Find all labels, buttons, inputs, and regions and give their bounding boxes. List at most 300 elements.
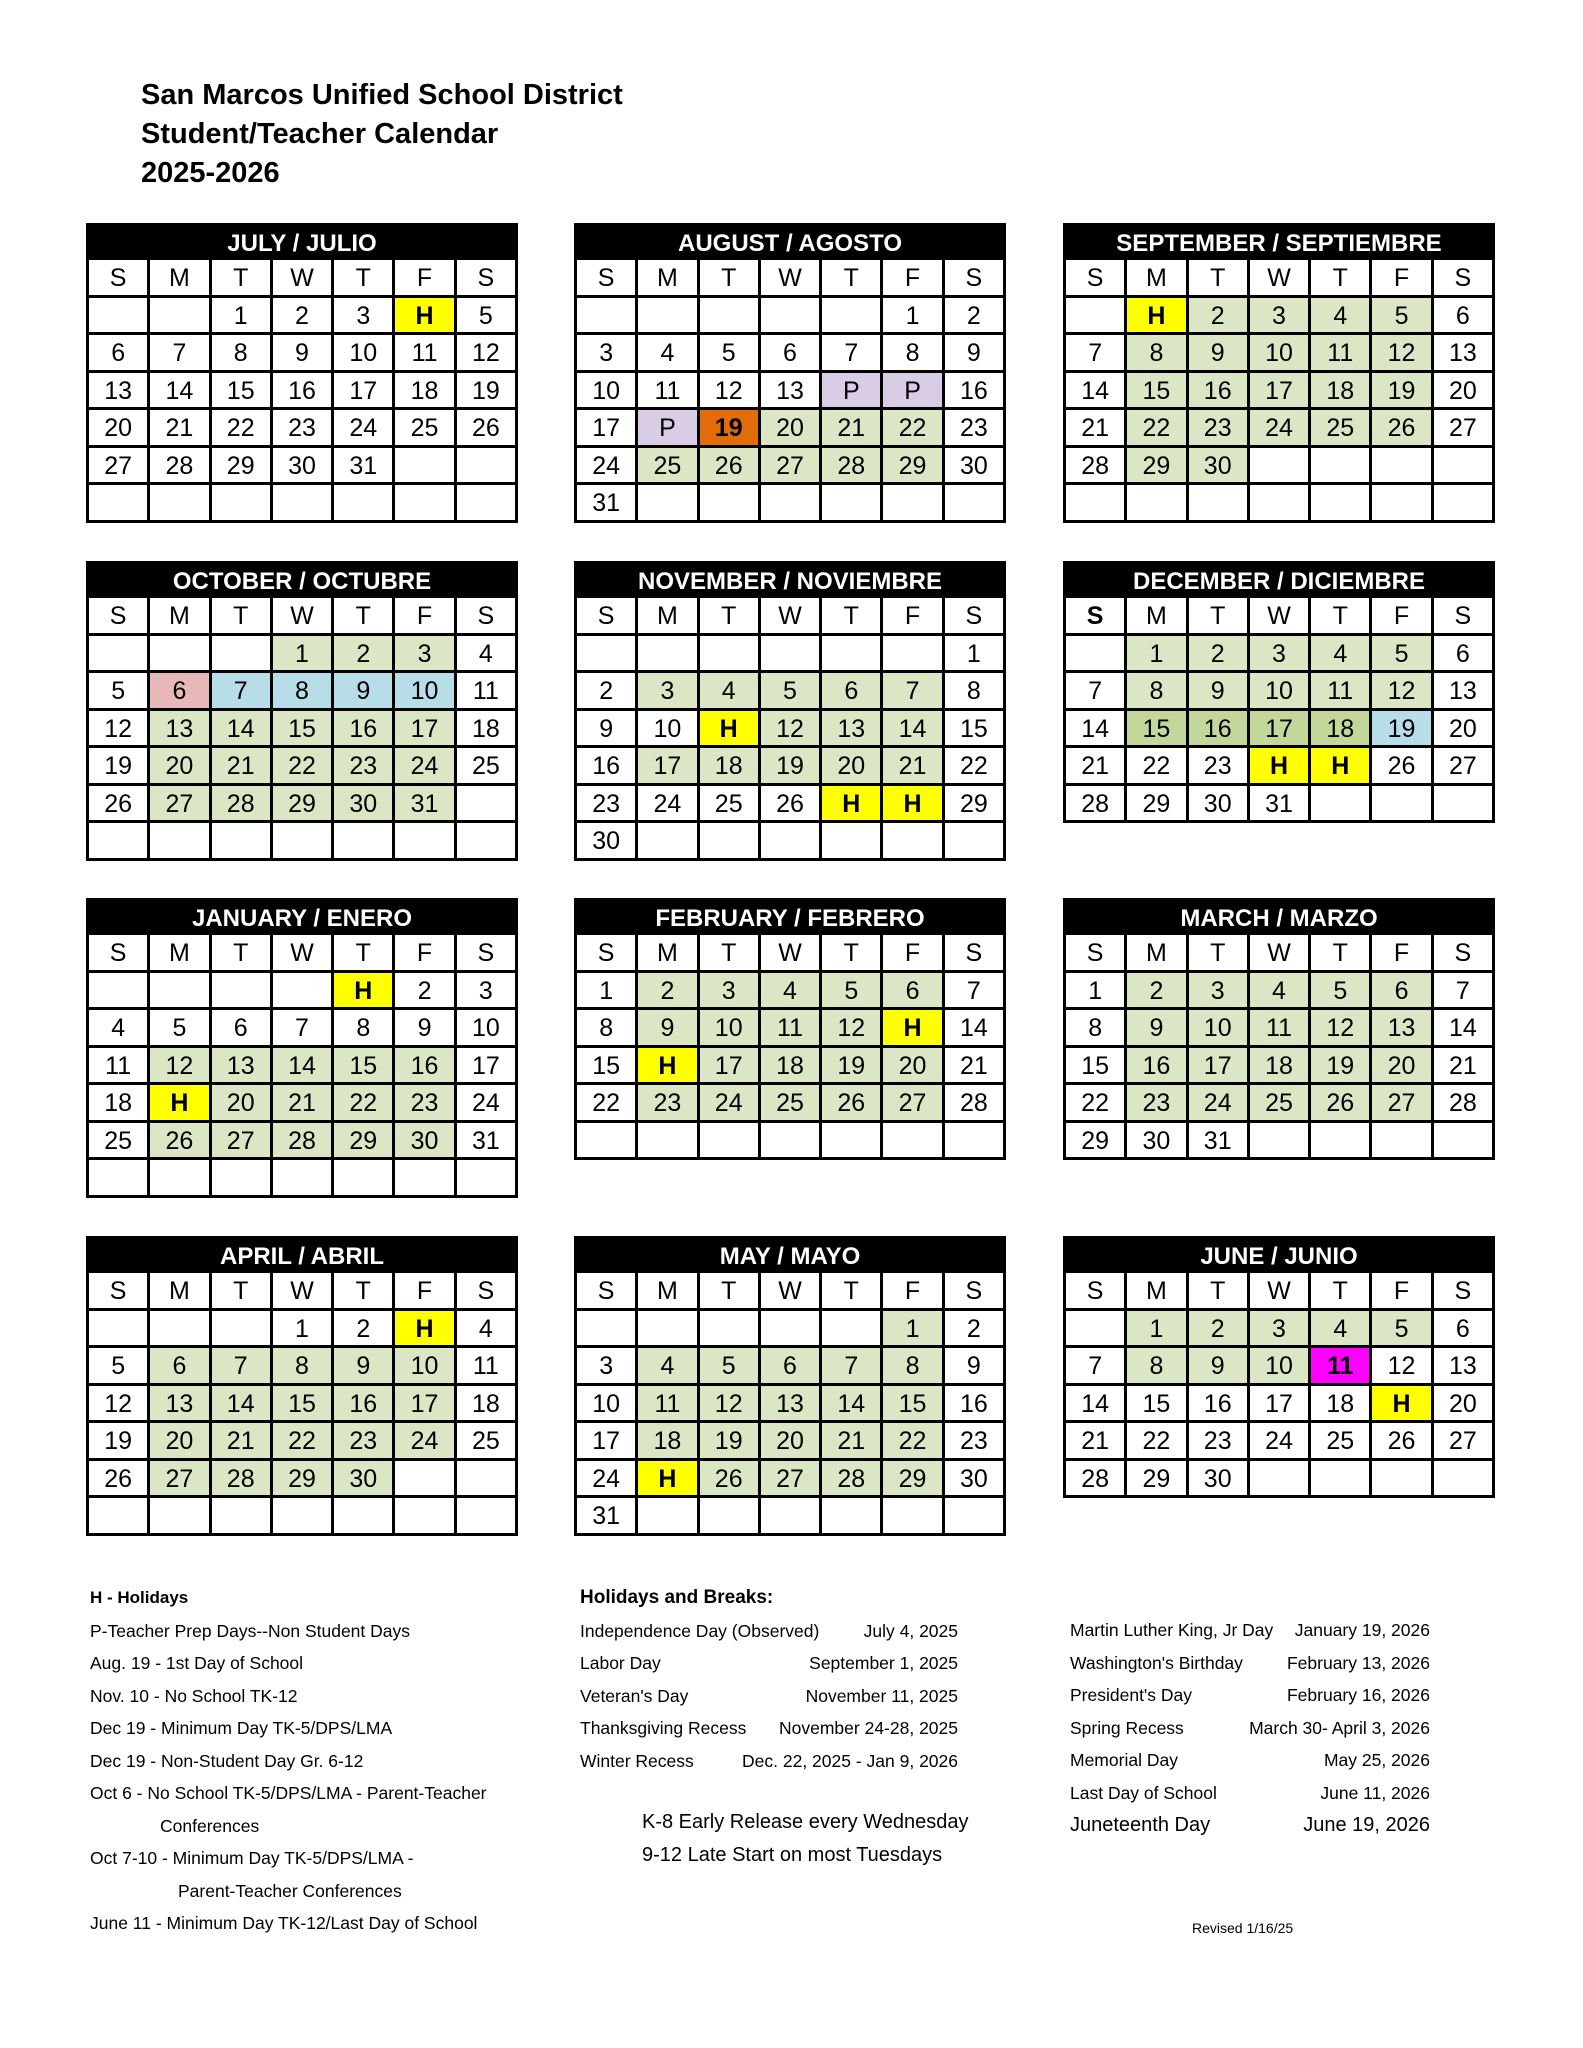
weekday-label: M: [150, 260, 208, 295]
day-cell: 10: [334, 335, 392, 370]
day-cell: 16: [395, 1048, 453, 1083]
day-cell: 17: [577, 410, 635, 445]
day-cell: 31: [395, 786, 453, 821]
day-cell: 10: [1250, 1348, 1308, 1383]
day-cell: 23: [1189, 1423, 1247, 1458]
day-cell: 28: [212, 786, 270, 821]
day-cell: 3: [1250, 1311, 1308, 1346]
day-cell: 13: [150, 711, 208, 746]
day-cell: 22: [577, 1085, 635, 1120]
empty-day-cell: [1189, 485, 1247, 520]
empty-day-cell: [89, 298, 147, 333]
empty-day-cell: [1434, 1461, 1492, 1496]
document-header: [141, 76, 623, 193]
day-cell: 21: [822, 410, 880, 445]
day-cell: 6: [822, 673, 880, 708]
day-cell: 23: [395, 1085, 453, 1120]
day-cell: 22: [883, 1423, 941, 1458]
day-cell: 13: [150, 1386, 208, 1421]
month-calendar: [574, 223, 1006, 523]
day-cell: 8: [273, 673, 331, 708]
empty-day-cell: [822, 636, 880, 671]
empty-day-cell: [1434, 1123, 1492, 1158]
day-cell: 20: [761, 410, 819, 445]
holiday-row: [580, 1745, 958, 1778]
holiday-row: [580, 1647, 958, 1680]
holiday-row: [1070, 1614, 1430, 1647]
day-cell: 28: [1066, 1461, 1124, 1496]
day-cell: 26: [761, 786, 819, 821]
day-cell: 4: [761, 973, 819, 1008]
day-cell: 17: [334, 373, 392, 408]
day-cell: 22: [1066, 1085, 1124, 1120]
empty-day-cell: [273, 823, 331, 858]
day-cell: 9: [1189, 1348, 1247, 1383]
weekday-label: F: [883, 598, 941, 633]
weekday-label: T: [334, 935, 392, 970]
weekday-label: S: [457, 260, 515, 295]
day-cell: 12: [700, 1386, 758, 1421]
day-cell: H: [1127, 298, 1185, 333]
empty-day-cell: [273, 1160, 331, 1195]
day-cell: 25: [700, 786, 758, 821]
day-cell: 14: [273, 1048, 331, 1083]
day-cell: 6: [89, 335, 147, 370]
weekday-label: T: [1311, 598, 1369, 633]
empty-day-cell: [395, 823, 453, 858]
day-cell: 16: [273, 373, 331, 408]
holiday-date: May 25, 2026: [1323, 1750, 1430, 1770]
day-cell: 14: [1066, 711, 1124, 746]
holidays-breaks-col2: [1070, 1614, 1430, 1842]
day-cell: 31: [457, 1123, 515, 1158]
weekday-label: S: [1066, 260, 1124, 295]
day-cell: 26: [89, 786, 147, 821]
day-cell: 11: [395, 335, 453, 370]
day-cell: 13: [761, 373, 819, 408]
day-cell: 27: [883, 1085, 941, 1120]
holiday-date: September 1, 2025: [809, 1653, 958, 1673]
day-cell: 3: [1189, 973, 1247, 1008]
empty-day-cell: [273, 485, 331, 520]
empty-day-cell: [212, 636, 270, 671]
weekday-label: M: [638, 935, 696, 970]
day-cell: 5: [700, 335, 758, 370]
day-cell: H: [638, 1048, 696, 1083]
day-cell: 26: [1372, 410, 1430, 445]
weekday-label: T: [700, 935, 758, 970]
day-grid: [89, 598, 515, 858]
day-cell: 23: [1127, 1085, 1185, 1120]
day-cell: 31: [334, 448, 392, 483]
empty-day-cell: [700, 485, 758, 520]
weekday-label: T: [822, 260, 880, 295]
empty-day-cell: [150, 1498, 208, 1533]
empty-day-cell: [457, 448, 515, 483]
day-cell: 20: [89, 410, 147, 445]
weekday-label: F: [1372, 1273, 1430, 1308]
day-grid: [1066, 935, 1492, 1157]
empty-day-cell: [883, 636, 941, 671]
day-cell: 28: [273, 1123, 331, 1158]
day-cell: 16: [334, 711, 392, 746]
day-cell: 9: [945, 335, 1003, 370]
day-cell: 2: [945, 1311, 1003, 1346]
day-cell: 4: [638, 1348, 696, 1383]
holidays-heading: Holidays and Breaks:: [580, 1587, 774, 1608]
day-cell: 10: [1250, 673, 1308, 708]
day-cell: 4: [1311, 636, 1369, 671]
weekday-label: S: [89, 935, 147, 970]
day-grid: [577, 1273, 1003, 1533]
day-cell: 18: [761, 1048, 819, 1083]
day-cell: 30: [945, 1461, 1003, 1496]
day-cell: 14: [1434, 1010, 1492, 1045]
day-cell: 14: [883, 711, 941, 746]
weekday-label: T: [212, 1273, 270, 1308]
day-cell: 22: [273, 1423, 331, 1458]
holiday-row: [580, 1680, 958, 1713]
day-cell: P: [822, 373, 880, 408]
weekday-label: S: [577, 935, 635, 970]
day-cell: 16: [1127, 1048, 1185, 1083]
day-cell: 8: [883, 335, 941, 370]
day-cell: 8: [1127, 335, 1185, 370]
day-cell: 6: [1434, 636, 1492, 671]
day-cell: 16: [577, 748, 635, 783]
day-cell: 26: [150, 1123, 208, 1158]
day-cell: 20: [1434, 711, 1492, 746]
day-cell: 5: [457, 298, 515, 333]
day-cell: 7: [150, 335, 208, 370]
calendar-key: [90, 1582, 550, 1940]
empty-day-cell: [150, 973, 208, 1008]
day-cell: 29: [883, 448, 941, 483]
empty-day-cell: [457, 485, 515, 520]
weekday-label: S: [1434, 1273, 1492, 1308]
day-cell: 27: [1372, 1085, 1430, 1120]
day-cell: 8: [334, 1010, 392, 1045]
empty-day-cell: [150, 1160, 208, 1195]
empty-day-cell: [577, 1123, 635, 1158]
day-cell: 3: [1250, 298, 1308, 333]
day-cell: 1: [1066, 973, 1124, 1008]
empty-day-cell: [334, 1498, 392, 1533]
holiday-date: January 19, 2026: [1294, 1620, 1430, 1640]
empty-day-cell: [395, 448, 453, 483]
month-calendar: [86, 898, 518, 1198]
day-cell: 5: [822, 973, 880, 1008]
day-cell: 17: [700, 1048, 758, 1083]
day-cell: 2: [334, 636, 392, 671]
day-cell: 18: [1250, 1048, 1308, 1083]
day-cell: 19: [700, 1423, 758, 1458]
empty-day-cell: [761, 298, 819, 333]
day-cell: 12: [822, 1010, 880, 1045]
day-cell: 9: [638, 1010, 696, 1045]
weekday-label: S: [945, 598, 1003, 633]
empty-day-cell: [761, 823, 819, 858]
day-cell: 29: [273, 786, 331, 821]
day-cell: 10: [577, 373, 635, 408]
day-cell: 8: [1066, 1010, 1124, 1045]
weekday-label: W: [1250, 935, 1308, 970]
day-cell: H: [883, 786, 941, 821]
day-cell: 24: [457, 1085, 515, 1120]
day-grid: [89, 935, 515, 1195]
weekday-label: T: [1189, 1273, 1247, 1308]
day-cell: 5: [89, 673, 147, 708]
empty-day-cell: [945, 1123, 1003, 1158]
day-cell: 17: [395, 1386, 453, 1421]
month-title: JANUARY / ENERO: [89, 901, 515, 935]
day-cell: 11: [89, 1048, 147, 1083]
empty-day-cell: [212, 823, 270, 858]
day-cell: 7: [1434, 973, 1492, 1008]
day-cell: 14: [945, 1010, 1003, 1045]
day-cell: 29: [1127, 1461, 1185, 1496]
empty-day-cell: [822, 1311, 880, 1346]
day-cell: 13: [822, 711, 880, 746]
day-cell: 14: [822, 1386, 880, 1421]
holiday-name: Labor Day: [580, 1653, 661, 1673]
day-cell: 24: [395, 1423, 453, 1458]
empty-day-cell: [883, 485, 941, 520]
day-cell: 20: [822, 748, 880, 783]
day-cell: 5: [1372, 1311, 1430, 1346]
day-cell: 18: [1311, 1386, 1369, 1421]
day-cell: 27: [1434, 748, 1492, 783]
day-cell: 1: [883, 298, 941, 333]
empty-day-cell: [150, 1311, 208, 1346]
day-cell: 4: [457, 636, 515, 671]
day-cell: 30: [1127, 1123, 1185, 1158]
day-grid: [1066, 598, 1492, 820]
month-title: OCTOBER / OCTUBRE: [89, 564, 515, 598]
day-cell: 9: [1189, 673, 1247, 708]
empty-day-cell: [457, 1498, 515, 1533]
day-cell: 26: [700, 1461, 758, 1496]
empty-day-cell: [638, 298, 696, 333]
empty-day-cell: [1250, 1123, 1308, 1158]
day-cell: 17: [577, 1423, 635, 1458]
month-calendar: [1063, 223, 1495, 523]
day-cell: 5: [1372, 298, 1430, 333]
weekday-label: S: [89, 598, 147, 633]
day-cell: 24: [577, 1461, 635, 1496]
weekday-label: F: [395, 1273, 453, 1308]
holiday-date: March 30- April 3, 2026: [1249, 1717, 1430, 1738]
empty-day-cell: [638, 1123, 696, 1158]
early-release-note: K-8 Early Release every Wednesday: [642, 1811, 969, 1833]
day-cell: 21: [150, 410, 208, 445]
day-cell: 1: [577, 973, 635, 1008]
empty-day-cell: [700, 823, 758, 858]
calendar-notes: [642, 1806, 968, 1872]
weekday-label: S: [1434, 260, 1492, 295]
day-cell: 28: [212, 1461, 270, 1496]
weekday-label: T: [334, 598, 392, 633]
day-cell: 23: [1189, 410, 1247, 445]
calendar-subtitle: Student/Teacher Calendar: [141, 118, 499, 150]
empty-day-cell: [1311, 485, 1369, 520]
day-cell: 8: [945, 673, 1003, 708]
day-cell: 6: [1434, 298, 1492, 333]
day-cell: 21: [273, 1085, 331, 1120]
day-cell: 25: [761, 1085, 819, 1120]
day-cell: 21: [1066, 410, 1124, 445]
empty-day-cell: [1434, 485, 1492, 520]
day-cell: 24: [334, 410, 392, 445]
month-title: NOVEMBER / NOVIEMBRE: [577, 564, 1003, 598]
weekday-label: T: [822, 1273, 880, 1308]
day-cell: 23: [577, 786, 635, 821]
day-cell: 21: [212, 748, 270, 783]
holiday-name: Independence Day (Observed): [580, 1620, 820, 1641]
weekday-label: T: [212, 935, 270, 970]
day-cell: 24: [1250, 410, 1308, 445]
day-cell: 15: [1127, 373, 1185, 408]
day-cell: 15: [334, 1048, 392, 1083]
holiday-name: Last Day of School: [1070, 1782, 1217, 1803]
empty-day-cell: [822, 823, 880, 858]
day-cell: 15: [883, 1386, 941, 1421]
empty-day-cell: [1250, 485, 1308, 520]
day-cell: 14: [1066, 1386, 1124, 1421]
day-cell: 15: [1066, 1048, 1124, 1083]
day-cell: 20: [150, 748, 208, 783]
empty-day-cell: [212, 973, 270, 1008]
day-cell: 14: [1066, 373, 1124, 408]
day-cell: 29: [273, 1461, 331, 1496]
weekday-label: W: [1250, 260, 1308, 295]
day-cell: 16: [945, 1386, 1003, 1421]
day-cell: 23: [1189, 748, 1247, 783]
day-cell: 20: [761, 1423, 819, 1458]
empty-day-cell: [1066, 298, 1124, 333]
day-cell: 2: [1189, 298, 1247, 333]
weekday-label: M: [1127, 260, 1185, 295]
day-cell: 23: [638, 1085, 696, 1120]
day-cell: 18: [457, 1386, 515, 1421]
day-cell: H: [822, 786, 880, 821]
weekday-label: F: [395, 598, 453, 633]
empty-day-cell: [638, 485, 696, 520]
empty-day-cell: [150, 485, 208, 520]
day-grid: [577, 598, 1003, 858]
weekday-label: T: [212, 260, 270, 295]
day-cell: 9: [945, 1348, 1003, 1383]
empty-day-cell: [945, 1498, 1003, 1533]
day-cell: 16: [945, 373, 1003, 408]
empty-day-cell: [1311, 1123, 1369, 1158]
day-cell: 8: [883, 1348, 941, 1383]
day-cell: H: [883, 1010, 941, 1045]
day-cell: 22: [883, 410, 941, 445]
day-cell: 28: [150, 448, 208, 483]
empty-day-cell: [822, 1123, 880, 1158]
weekday-label: F: [883, 260, 941, 295]
empty-day-cell: [1066, 636, 1124, 671]
empty-day-cell: [761, 1311, 819, 1346]
holiday-name: Juneteenth Day: [1070, 1814, 1211, 1836]
weekday-label: T: [1311, 1273, 1369, 1308]
day-cell: 22: [1127, 410, 1185, 445]
day-cell: 20: [1434, 373, 1492, 408]
key-heading: H - Holidays: [90, 1588, 189, 1607]
month-calendar: [574, 1236, 1006, 1536]
empty-day-cell: [700, 1498, 758, 1533]
weekday-label: F: [395, 935, 453, 970]
weekday-label: S: [577, 598, 635, 633]
holiday-date: February 16, 2026: [1286, 1685, 1430, 1705]
empty-day-cell: [1250, 448, 1308, 483]
day-cell: 1: [945, 636, 1003, 671]
day-cell: 13: [761, 1386, 819, 1421]
weekday-label: W: [273, 1273, 331, 1308]
day-cell: 10: [395, 1348, 453, 1383]
empty-day-cell: [212, 1160, 270, 1195]
day-cell: 17: [457, 1048, 515, 1083]
day-cell: 21: [883, 748, 941, 783]
day-cell: H: [395, 298, 453, 333]
day-cell: 25: [457, 748, 515, 783]
empty-day-cell: [1372, 485, 1430, 520]
holiday-row: [1070, 1744, 1430, 1777]
holiday-name: Thanksgiving Recess: [580, 1718, 747, 1738]
day-cell: 30: [577, 823, 635, 858]
day-cell: 19: [1372, 711, 1430, 746]
day-cell: 26: [700, 448, 758, 483]
day-cell: 7: [822, 1348, 880, 1383]
weekday-label: M: [1127, 1273, 1185, 1308]
day-cell: 6: [761, 335, 819, 370]
day-cell: 27: [89, 448, 147, 483]
month-title: JULY / JULIO: [89, 226, 515, 260]
weekday-label: S: [577, 1273, 635, 1308]
holiday-row: [1070, 1679, 1430, 1712]
day-cell: 13: [1434, 335, 1492, 370]
weekday-label: S: [457, 935, 515, 970]
day-cell: 24: [577, 448, 635, 483]
day-cell: 15: [945, 711, 1003, 746]
month-title: FEBRUARY / FEBRERO: [577, 901, 1003, 935]
day-cell: 4: [1250, 973, 1308, 1008]
day-cell: 21: [212, 1423, 270, 1458]
day-cell: 1: [1127, 636, 1185, 671]
day-cell: 19: [822, 1048, 880, 1083]
day-cell: 2: [334, 1311, 392, 1346]
weekday-label: M: [150, 598, 208, 633]
day-cell: 4: [638, 335, 696, 370]
empty-day-cell: [945, 823, 1003, 858]
weekday-label: S: [1434, 598, 1492, 633]
weekday-label: W: [761, 260, 819, 295]
day-cell: 5: [1372, 636, 1430, 671]
day-cell: 7: [273, 1010, 331, 1045]
late-start-note: 9-12 Late Start on most Tuesdays: [642, 1844, 943, 1866]
weekday-label: T: [1189, 935, 1247, 970]
day-cell: 21: [1066, 748, 1124, 783]
day-cell: 1: [273, 1311, 331, 1346]
day-cell: 24: [700, 1085, 758, 1120]
holidays-breaks-col1: [580, 1582, 958, 1777]
day-cell: 4: [457, 1311, 515, 1346]
day-cell: 21: [945, 1048, 1003, 1083]
day-cell: 31: [1189, 1123, 1247, 1158]
empty-day-cell: [89, 1311, 147, 1346]
day-cell: 11: [457, 1348, 515, 1383]
